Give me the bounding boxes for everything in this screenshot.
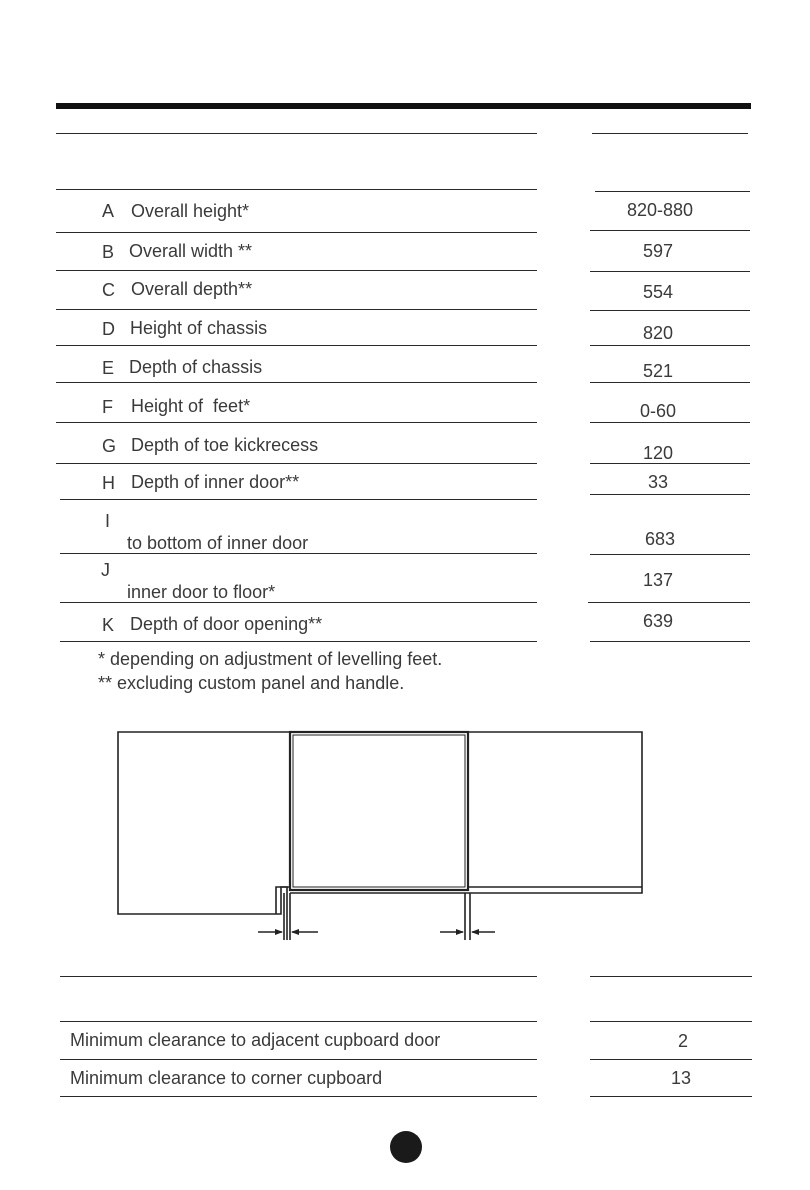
clearance-value: 13 bbox=[670, 1068, 692, 1088]
row-letter: C bbox=[102, 280, 115, 300]
row-value: 820 bbox=[642, 323, 674, 343]
appliance-outline bbox=[290, 732, 468, 890]
arrowhead bbox=[456, 929, 464, 935]
footnote-mark: ** bbox=[98, 673, 113, 693]
row-label: Depth of door opening** bbox=[130, 614, 323, 634]
page-number-marker bbox=[390, 1131, 422, 1163]
right-cupboard-outline bbox=[468, 732, 642, 893]
clearance-label: Minimum clearance to adjacent cupboard door bbox=[70, 1030, 441, 1050]
row-letter: I bbox=[105, 511, 111, 531]
clearance-label: Minimum clearance to corner cupboard bbox=[70, 1068, 383, 1088]
row-rule bbox=[590, 1059, 752, 1060]
row-letter: D bbox=[102, 319, 115, 339]
footnote-mark: * bbox=[98, 649, 106, 669]
row-letter: E bbox=[102, 358, 115, 378]
row-label: Depth of chassis bbox=[129, 357, 263, 377]
row-value: 0-60 bbox=[639, 401, 677, 421]
row-value: 137 bbox=[642, 570, 674, 590]
appliance-inner-line bbox=[293, 735, 465, 887]
clearance-header-rule-left bbox=[60, 976, 537, 977]
row-rule bbox=[60, 1059, 537, 1060]
row-rule bbox=[60, 1096, 537, 1097]
arrowhead bbox=[275, 929, 283, 935]
row-letter: B bbox=[102, 242, 115, 262]
row-value: 639 bbox=[642, 611, 674, 631]
arrowhead bbox=[471, 929, 479, 935]
row-label: Depth of toe kickrecess bbox=[131, 435, 319, 455]
left-cupboard-outline bbox=[118, 732, 290, 914]
clearance-header-rule-right bbox=[590, 976, 752, 977]
row-label: Overall depth** bbox=[131, 279, 253, 299]
row-label: Height of chassis bbox=[130, 318, 268, 338]
row-letter: J bbox=[101, 560, 110, 580]
row-value: 521 bbox=[642, 361, 674, 381]
row-value: 120 bbox=[642, 443, 674, 463]
footnote-text: excluding custom panel and handle. bbox=[117, 673, 405, 693]
row-label: to bottom of inner door bbox=[127, 533, 309, 553]
row-rule bbox=[590, 1096, 752, 1097]
row-value: 554 bbox=[642, 282, 674, 302]
clearance-header-bottom-right bbox=[590, 1021, 752, 1022]
row-label: Overall width ** bbox=[129, 241, 253, 261]
row-label: Depth of inner door** bbox=[131, 472, 300, 492]
row-label: Height of feet* bbox=[131, 396, 251, 416]
row-value: 820-880 bbox=[626, 200, 694, 220]
clearance-value: 2 bbox=[677, 1031, 688, 1051]
row-letter: K bbox=[102, 615, 115, 635]
arrowhead bbox=[291, 929, 299, 935]
row-label: inner door to floor* bbox=[127, 582, 276, 602]
row-value: 33 bbox=[647, 472, 669, 492]
row-letter: G bbox=[102, 436, 117, 456]
row-letter: F bbox=[102, 397, 113, 417]
row-letter: H bbox=[102, 473, 115, 493]
clearance-header-bottom-left bbox=[60, 1021, 537, 1022]
footnote-text: depending on adjustment of levelling feet. bbox=[110, 649, 443, 669]
row-label: Overall height* bbox=[131, 201, 250, 221]
row-letter: A bbox=[102, 201, 115, 221]
row-value: 683 bbox=[644, 529, 676, 549]
row-value: 597 bbox=[642, 241, 674, 261]
